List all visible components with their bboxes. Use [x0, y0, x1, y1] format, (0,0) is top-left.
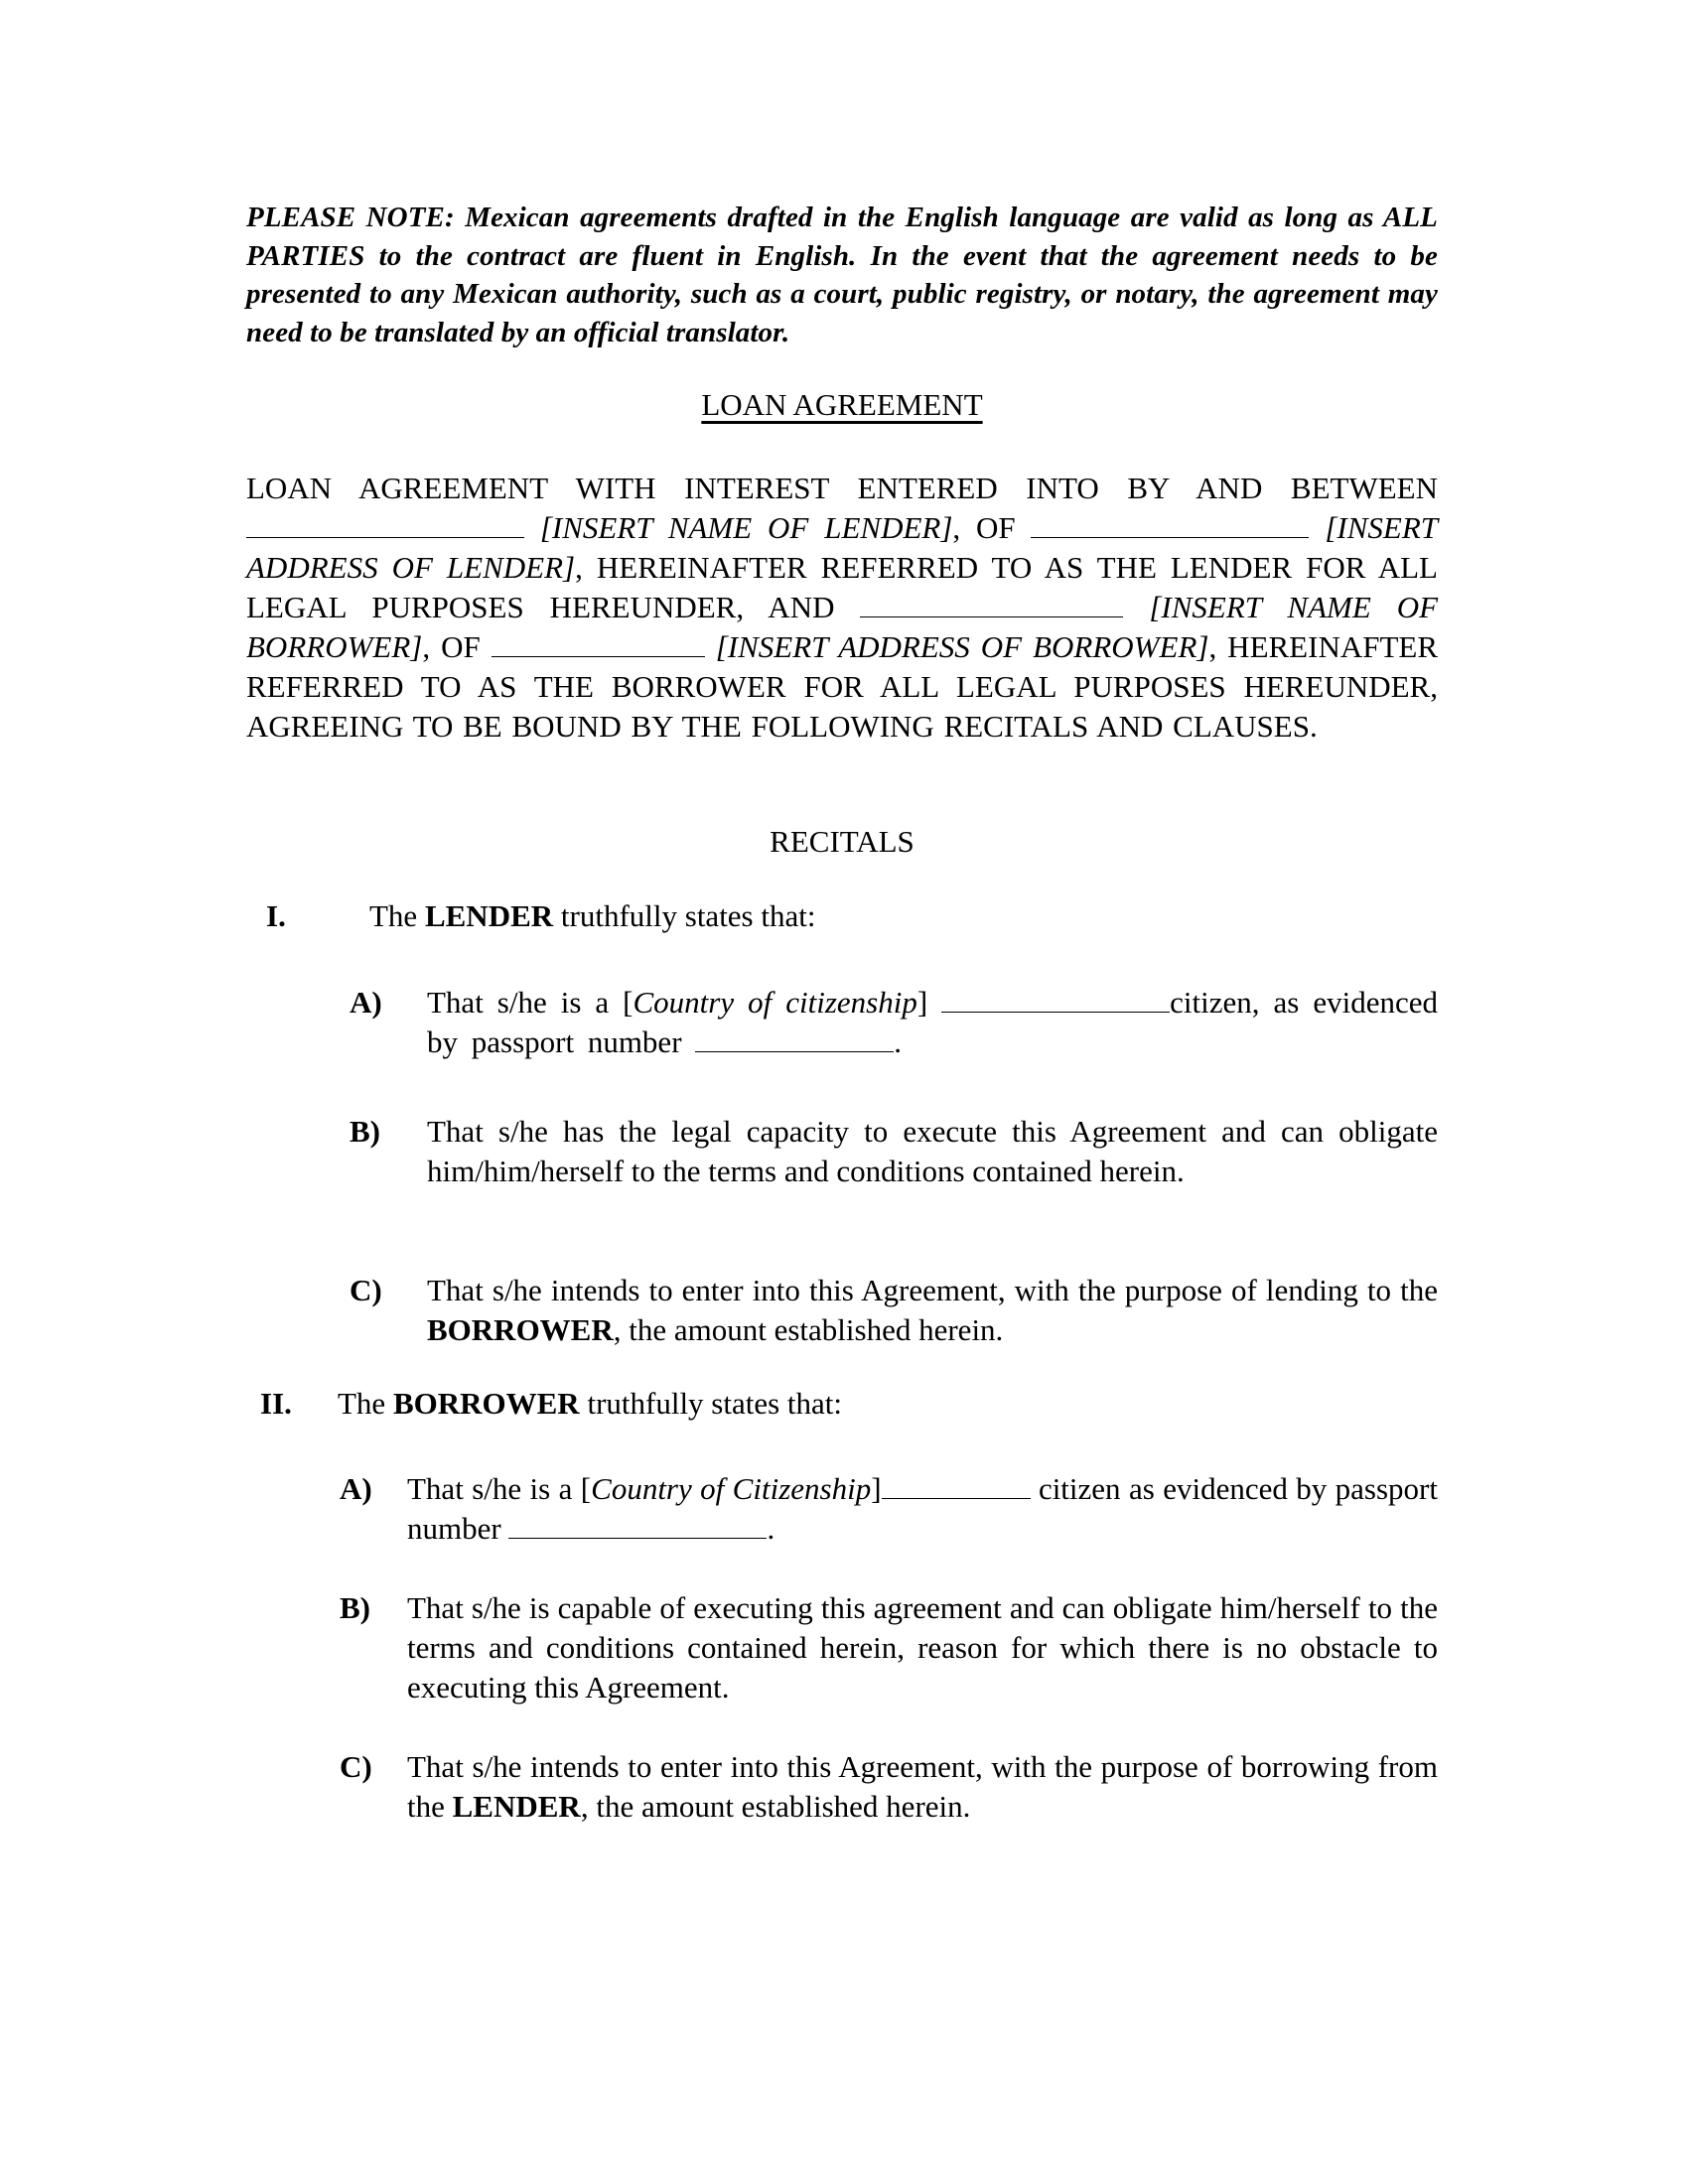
item-text: [427, 1271, 1438, 1350]
item-marker: C): [350, 1273, 382, 1307]
item-marker: C): [340, 1749, 372, 1784]
borrower-address-placeholder: [INSERT ADDRESS OF BORROWER]: [715, 629, 1209, 664]
citizenship-blank[interactable]: [941, 986, 1170, 1013]
section-heading-post: truthfully states that:: [553, 898, 816, 933]
preamble-opening: LOAN AGREEMENT WITH INTEREST ENTERED INTO BY AND BETWEEN: [246, 471, 1438, 505]
translation-notice: PLEASE NOTE: Mexican agreements drafted in the English language are valid as long as ALL PARTIES to the contract are fluent in English. In the event that the agreement needs to be presented to any Mexican authority, such as a court, public registry, or notary, the agreement may need to be translated by an official translator.: [246, 202, 1438, 348]
borrower-address-blank[interactable]: [492, 630, 705, 657]
section-heading-borrower: [338, 1386, 842, 1422]
preamble-paragraph: [246, 469, 1438, 747]
item-text-mid: ]: [916, 985, 942, 1020]
item-text-pre: That s/he intends to enter into this Agreement, with the purpose of lending to the: [427, 1273, 1438, 1307]
item-text: [407, 1469, 1438, 1549]
item-marker: B): [340, 1590, 370, 1625]
section-heading-post: truthfully states that:: [579, 1386, 843, 1421]
section-numeral-1: I.: [266, 898, 286, 933]
lender-address-placeholder: [INSERT ADDRESS OF LENDER]: [246, 510, 1439, 585]
citizenship-blank[interactable]: [882, 1472, 1031, 1499]
item-text-pre: That s/he intends to enter into this Agreement, with the purpose of borrowing from the: [407, 1749, 1438, 1824]
item-text-end: .: [767, 1511, 775, 1546]
item-marker: A): [340, 1471, 372, 1506]
borrower-party-label: BORROWER: [392, 1386, 580, 1421]
section-heading-pre: The: [338, 1386, 393, 1421]
item-text: [427, 983, 1438, 1062]
item-text-post: , the amount established herein.: [613, 1312, 1004, 1347]
item-marker: B): [350, 1114, 380, 1149]
item-text-mid: ]: [871, 1471, 882, 1506]
lender-party-label: LENDER: [424, 898, 554, 933]
citizenship-placeholder: Country of citizenship: [633, 985, 917, 1020]
document-title: LOAN AGREEMENT: [701, 387, 983, 422]
lender-address-blank[interactable]: [1031, 511, 1309, 538]
citizenship-placeholder: Country of Citizenship: [591, 1471, 872, 1506]
preamble-of-1: , OF: [952, 510, 1016, 545]
section-heading-lender: [369, 898, 815, 934]
item-text-post: citizen, as evidenced by passport number: [427, 985, 1438, 1059]
item-text: That s/he is capable of executing this agreement and can obligate him/herself to the terms and conditions contained herein, reason for which there is no obstacle to executing this Agreement.: [407, 1590, 1438, 1705]
lender-name-blank[interactable]: [246, 511, 524, 538]
preamble-closing: , HEREINAFTER REFERRED TO AS THE BORROWER FOR ALL LEGAL PURPOSES HEREUNDER, AGREEING TO BE BOUND BY THE FOLLOWING RECITALS AND CLAUSES.: [246, 629, 1439, 744]
recitals-heading: RECITALS: [770, 824, 914, 859]
section-numeral-2: II.: [260, 1386, 292, 1421]
lender-name-placeholder: [INSERT NAME OF LENDER]: [539, 510, 953, 545]
borrower-name-placeholder: [INSERT NAME OF BORROWER]: [246, 590, 1439, 664]
item-text: That s/he has the legal capacity to execute this Agreement and can obligate him/him/herself to the terms and conditions contained herein.: [427, 1114, 1438, 1188]
lender-party-label: LENDER: [452, 1789, 581, 1824]
section-heading-pre: The: [369, 898, 425, 933]
borrower-party-label: BORROWER: [427, 1312, 614, 1347]
item-text-pre: That s/he is a [: [407, 1471, 592, 1506]
item-text-pre: That s/he is a [: [427, 985, 633, 1020]
item-marker: A): [350, 985, 382, 1020]
item-text: [407, 1747, 1438, 1827]
item-text-post: , the amount established herein.: [580, 1789, 971, 1824]
preamble-lender-clause: , HEREINAFTER REFERRED TO AS THE LENDER FOR ALL LEGAL PURPOSES HEREUNDER, AND: [246, 550, 1438, 624]
preamble-of-2: , OF: [422, 629, 481, 664]
passport-number-blank[interactable]: [695, 1025, 894, 1052]
item-text-end: .: [894, 1024, 903, 1059]
borrower-name-blank[interactable]: [860, 591, 1123, 617]
passport-number-blank[interactable]: [508, 1512, 767, 1539]
item-text-post: citizen as evidenced by passport number: [407, 1471, 1438, 1546]
